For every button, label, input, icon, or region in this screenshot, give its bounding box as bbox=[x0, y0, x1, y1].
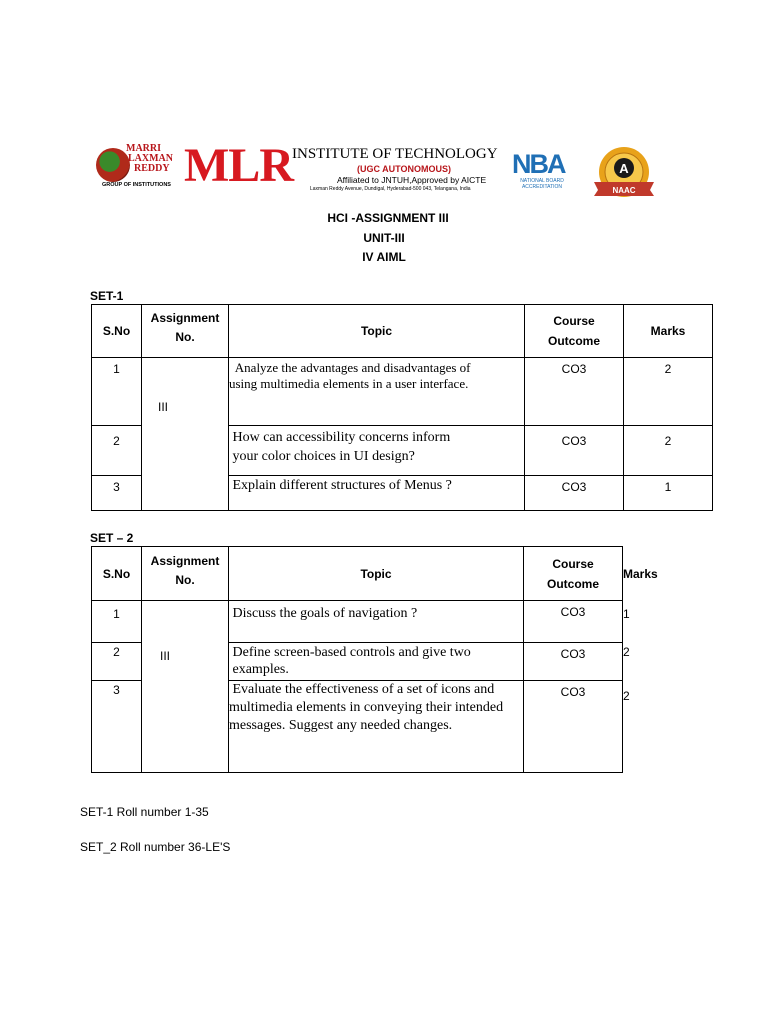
set2-roll-range: SET_2 Roll number 36-LE'S bbox=[80, 840, 231, 854]
autonomous-status: (UGC AUTONOMOUS) bbox=[357, 164, 451, 174]
cell-topic bbox=[229, 358, 525, 426]
cell-course-outcome: CO3 bbox=[560, 647, 586, 661]
col-header-course-line1: Course bbox=[553, 314, 595, 328]
cell-assignment-no bbox=[142, 358, 229, 511]
cell-course-outcome: CO3 bbox=[525, 426, 624, 476]
col-header-course-outcome bbox=[524, 547, 622, 600]
col-header-sno: S.No bbox=[92, 547, 142, 601]
cell-course-outcome: CO3 bbox=[560, 685, 586, 699]
group-logo bbox=[96, 144, 184, 190]
naac-label: NAAC bbox=[612, 186, 636, 195]
col-header-assignment bbox=[142, 547, 229, 601]
topic-line: your color choices in UI design? bbox=[229, 449, 415, 464]
col-header-course-line1: Course bbox=[552, 556, 594, 571]
cell-course-outcome: CO3 bbox=[525, 358, 624, 426]
mlr-logo-text: MLR bbox=[184, 139, 293, 192]
cell-marks: 1 bbox=[624, 476, 713, 511]
group-logo-line3: REDDY bbox=[134, 163, 170, 174]
cell-course-outcome: CO3 bbox=[525, 476, 624, 511]
naac-badge-icon bbox=[590, 146, 658, 200]
table-row bbox=[92, 358, 713, 426]
set1-table bbox=[91, 304, 713, 511]
class-title: IV AIML bbox=[362, 250, 406, 264]
cell-topic-outcome bbox=[229, 601, 623, 643]
cell-assignment-no bbox=[142, 601, 229, 773]
cell-topic-outcome bbox=[229, 643, 623, 681]
topic-line: examples. bbox=[229, 662, 289, 677]
col-header-course-line2: Outcome bbox=[546, 576, 599, 591]
group-logo-line1: MARRI bbox=[126, 143, 161, 154]
cell-marks: 2 bbox=[624, 358, 713, 426]
group-emblem-icon bbox=[96, 148, 130, 182]
topic-line: messages. Suggest any needed changes. bbox=[229, 718, 453, 733]
set2-label: SET – 2 bbox=[90, 531, 134, 545]
col-header-course-outcome bbox=[525, 305, 624, 358]
set1-header-row bbox=[92, 305, 713, 358]
cell-sno: 1 bbox=[92, 601, 142, 643]
col-header-marks: Marks bbox=[624, 305, 713, 358]
topic-line: Define screen-based controls and give two bbox=[229, 645, 471, 660]
nba-letters: NBA bbox=[512, 149, 565, 179]
group-logo-text bbox=[126, 144, 186, 174]
col-header-assignment-line1: Assignment bbox=[150, 311, 220, 325]
cell-marks: 2 bbox=[624, 426, 713, 476]
naac-grade: A bbox=[619, 161, 629, 176]
col-header-assignment-line2: No. bbox=[175, 330, 195, 344]
table-row: 3 Evaluate the effectiveness of a set of icons and multimedia elements in conveying their intended messages. Suggest any needed changes. CO3 2 bbox=[92, 681, 712, 773]
col-header-assignment bbox=[142, 305, 229, 358]
cell-topic bbox=[229, 681, 524, 772]
institute-address: Laxman Reddy Avenue, Dundigal, Hyderabad-500 043, Telangana, India bbox=[310, 186, 471, 192]
cell-sno: 3 bbox=[92, 681, 142, 773]
topic-line: Analyze the advantages and disadvantages of bbox=[229, 360, 471, 375]
topic-line: multimedia elements in conveying their intended bbox=[229, 700, 504, 715]
institution-header bbox=[92, 140, 672, 204]
table-row: 2 Define screen-based controls and give two examples. CO3 2 bbox=[92, 643, 712, 681]
assignment-title: HCI -ASSIGNMENT III bbox=[327, 211, 449, 225]
col-header-topic-label: Topic bbox=[229, 547, 524, 600]
cell-sno: 1 bbox=[92, 358, 142, 426]
col-header-topic bbox=[229, 547, 623, 601]
topic-line: Evaluate the effectiveness of a set of icons and bbox=[229, 682, 495, 697]
cell-sno: 2 bbox=[92, 643, 142, 681]
col-header-sno: S.No bbox=[92, 305, 142, 358]
col-header-assignment-line1: Assignment bbox=[150, 553, 220, 568]
institute-name: INSTITUTE OF TECHNOLOGY bbox=[292, 146, 498, 162]
topic-line: using multimedia elements in a user interface. bbox=[229, 376, 469, 391]
cell-topic bbox=[229, 643, 524, 680]
set2-header-row: S.No Assignment No. Topic Course Outcome Marks bbox=[92, 547, 712, 601]
col-header-course-line2: Outcome bbox=[547, 334, 600, 348]
col-header-assignment-line2: No. bbox=[175, 572, 195, 587]
cell-topic-outcome bbox=[229, 681, 623, 773]
cell-sno: 2 bbox=[92, 426, 142, 476]
assignment-no-value: III bbox=[158, 400, 169, 414]
set2-table bbox=[91, 546, 712, 773]
unit-title: UNIT-III bbox=[363, 231, 405, 245]
topic-line: Explain different structures of Menus ? bbox=[229, 478, 452, 493]
group-logo-caption: GROUP OF INSTITUTIONS bbox=[102, 182, 171, 188]
cell-topic bbox=[229, 476, 525, 511]
cell-topic: Discuss the goals of navigation ? bbox=[229, 601, 524, 642]
nba-caption-line2: ACCREDITATION bbox=[521, 184, 563, 190]
table-row: 1 III Discuss the goals of navigation ? CO3 1 bbox=[92, 601, 712, 643]
assignment-no-value: III bbox=[160, 649, 171, 663]
col-header-topic: Topic bbox=[229, 305, 525, 358]
group-logo-line2: LAXMAN bbox=[128, 153, 173, 164]
affiliation-text: Affiliated to JNTUH,Approved by AICTE bbox=[337, 175, 487, 185]
set1-roll-range: SET-1 Roll number 1-35 bbox=[80, 805, 209, 819]
set1-label: SET-1 bbox=[90, 289, 124, 303]
nba-caption-line1: NATIONAL BOARD bbox=[520, 178, 564, 184]
topic-line: How can accessibility concerns inform bbox=[229, 430, 451, 445]
nba-logo bbox=[512, 150, 574, 194]
cell-sno: 3 bbox=[92, 476, 142, 511]
cell-course-outcome: CO3 bbox=[560, 605, 586, 619]
cell-topic bbox=[229, 426, 525, 476]
